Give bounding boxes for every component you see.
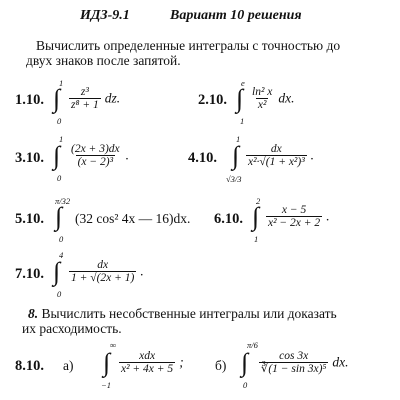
integrand-fraction [250, 86, 274, 112]
part-a-fraction [119, 350, 175, 376]
problem-5-10 [15, 196, 205, 244]
integral-sign: ∫ [252, 202, 260, 231]
upper-limit: 1 [59, 78, 64, 88]
upper-limit: 1 [236, 134, 241, 144]
part-b-differential: dx. [332, 354, 349, 370]
part-a-lower-limit: −1 [101, 380, 111, 390]
integrand-fraction [69, 259, 136, 285]
denominator: 1 + √(2x + 1) [71, 272, 135, 284]
part-a-integral-sign: ∫ [103, 348, 111, 377]
problem-6-10 [214, 196, 398, 246]
part-b-denominator: ∛(1 − sin 3x)⁵ [261, 363, 327, 375]
task-1-line-2: двух знаков после запятой. [26, 53, 181, 68]
numerator: ln² x [252, 86, 273, 98]
terminator: . [125, 147, 130, 163]
part-a-label: а) [63, 358, 74, 373]
integral-sign: ∫ [53, 84, 61, 113]
denominator: x² [257, 99, 267, 111]
task-2-number: 8. [28, 306, 39, 321]
lower-limit: 0 [57, 173, 62, 183]
numerator: dx [270, 143, 282, 155]
terminator: . [140, 263, 144, 279]
integral-sign: ∫ [53, 257, 61, 286]
part-b-numerator: cos 3x [279, 350, 309, 362]
integral-sign: ∫ [236, 84, 244, 113]
denominator: x²·√(1 + x²)³ [248, 156, 305, 168]
integrand-fraction [266, 204, 322, 230]
part-a-numerator: xdx [139, 350, 156, 362]
part-b-fraction [259, 350, 328, 376]
differential: dx. [278, 90, 295, 106]
problem-number: 3.10. [15, 150, 44, 166]
task-1-line-1: Вычислить определенные интегралы с точностью до [36, 38, 341, 53]
problem-number: 2.10. [198, 92, 227, 108]
upper-limit: 1 [59, 134, 64, 144]
lower-limit: 0 [59, 234, 64, 244]
terminator: . [326, 208, 330, 224]
part-b-upper-limit: π/6 [247, 340, 258, 350]
assignment-title: ИДЗ-9.1 [80, 8, 130, 23]
part-b-lower-limit: 0 [243, 380, 248, 390]
task-2-line-2: их расходимость. [22, 321, 122, 336]
problem-number: 8.10. [15, 358, 44, 374]
upper-limit: e [241, 78, 245, 88]
problem-number: 1.10. [15, 92, 44, 108]
lower-limit: 0 [57, 289, 62, 299]
problem-number: 4.10. [188, 150, 217, 166]
upper-limit: π/32 [55, 196, 71, 206]
part-a-terminator: ; [179, 354, 184, 370]
denominator: x² − 2x + 2 [268, 217, 321, 229]
numerator: x − 5 [281, 204, 307, 216]
numerator: z³ [80, 86, 89, 98]
integrand-fraction [69, 143, 122, 169]
part-a-denominator: x² + 4x + 5 [121, 363, 174, 375]
upper-limit: 4 [59, 250, 64, 260]
problem-4-10 [188, 134, 398, 190]
lower-limit: 0 [57, 116, 62, 126]
problem-2-10 [198, 78, 388, 126]
integral-sign: ∫ [55, 202, 63, 231]
problem-3-10 [15, 134, 185, 184]
terminator: . [310, 147, 315, 163]
lower-limit: 1 [240, 116, 245, 126]
integrand-expression: (32 cos² 4x — 16)dx. [75, 211, 191, 226]
denominator: (x − 2)³ [77, 156, 114, 168]
integrand-fraction [246, 143, 307, 169]
problem-number: 7.10. [15, 266, 44, 282]
differential: dz. [104, 90, 121, 106]
numerator: dx [97, 259, 109, 271]
task-1-text [26, 38, 396, 68]
part-b-integral-sign: ∫ [241, 348, 249, 377]
problem-8-10 [15, 340, 395, 396]
integral-sign: ∫ [232, 141, 240, 170]
upper-limit: 2 [256, 196, 261, 206]
lower-limit: 1 [254, 234, 259, 244]
problem-number: 5.10. [15, 211, 44, 227]
task-2-text [22, 306, 396, 336]
problem-number: 6.10. [214, 211, 243, 227]
lower-limit: √3/3 [226, 174, 242, 184]
problem-1-10 [15, 78, 185, 126]
integral-sign: ∫ [53, 141, 61, 170]
integrand-fraction [69, 86, 101, 112]
numerator: (2x + 3)dx [71, 143, 120, 155]
denominator: z⁸ + 1 [71, 99, 99, 111]
variant-title: Вариант 10 решения [170, 8, 302, 23]
problem-7-10 [15, 250, 205, 300]
part-a-upper-limit: ∞ [110, 340, 117, 350]
task-2-line-1: Вычислить несобственные интегралы или доказать [41, 306, 337, 321]
part-b-label: б) [215, 358, 227, 373]
